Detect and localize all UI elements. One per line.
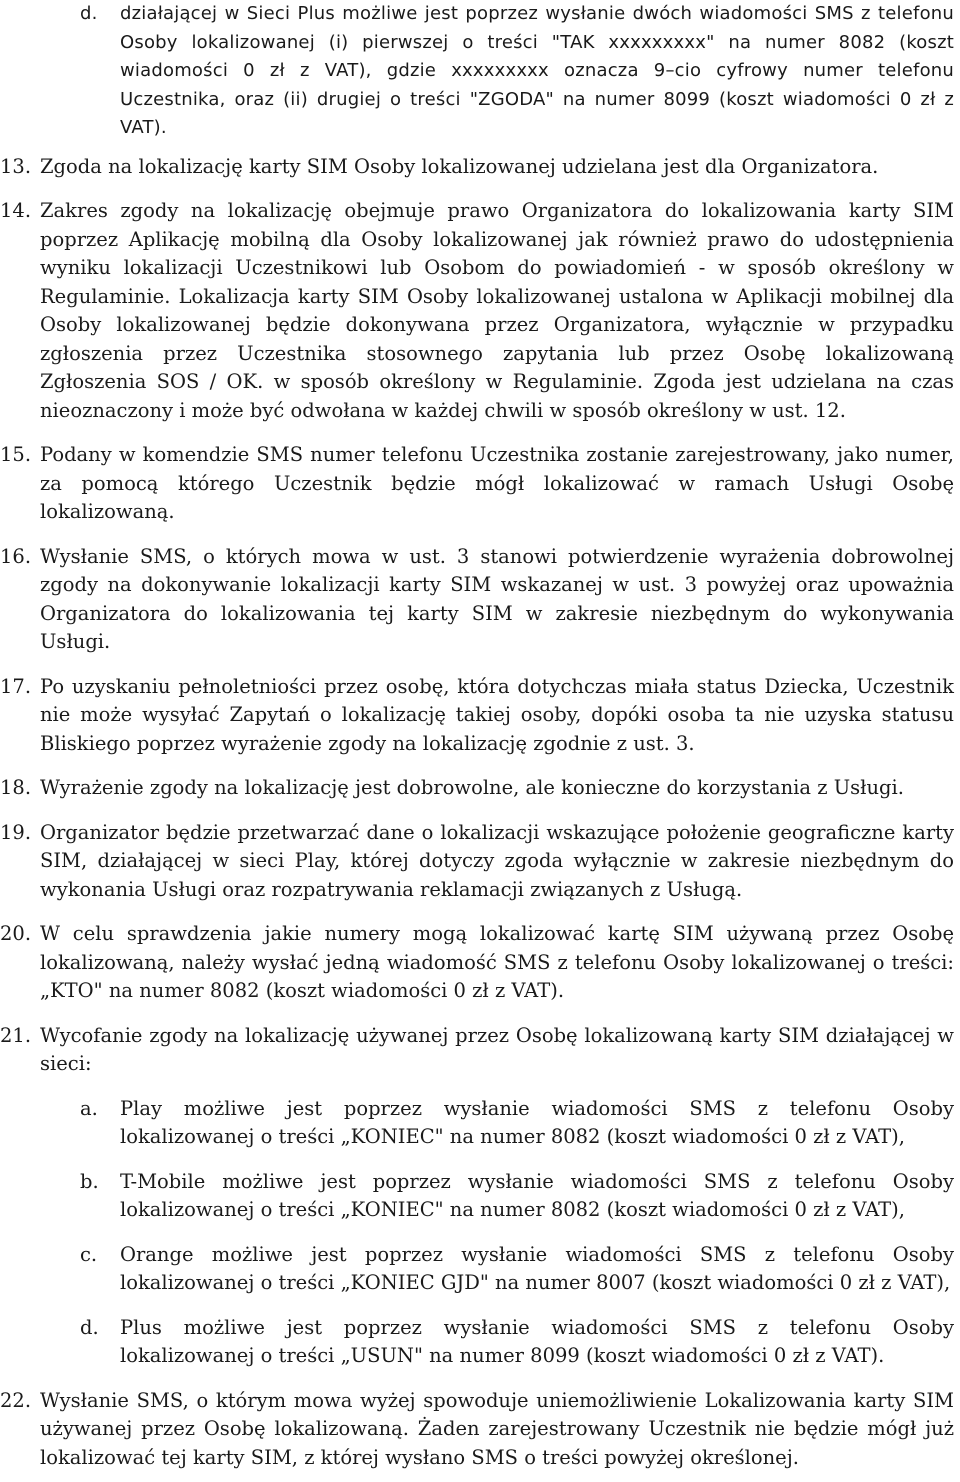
paragraph-17 <box>0 673 954 759</box>
paragraph-text: Zgoda na lokalizację karty SIM Osoby lokalizowanej udzielana jest dla Organizatora. <box>40 154 879 178</box>
paragraph-number: 22. <box>0 1388 32 1412</box>
paragraph-text: W celu sprawdzenia jakie numery mogą lokalizować kartę SIM używaną przez Osobę lokalizowaną, należy wysłać jedną wiadomość SMS z telefonu Osoby lokalizowanej o treści: „KTO" na numer 8082 (koszt wiadomości 0 zł z VAT). <box>40 922 954 1002</box>
list-item-c-orange <box>0 1241 954 1298</box>
list-item-b-t-mobile <box>0 1168 954 1225</box>
item-number: c. <box>80 1242 98 1266</box>
paragraph-text: Zakres zgody na lokalizację obejmuje prawo Organizatora do lokalizowania karty SIM poprzez Aplikację mobilną dla Osoby lokalizowanej jak również prawo do udostępnienia wyniku lokalizacji Uczestnikowi lub Osobom do powiadomień - w sposób określony w Regulaminie. Lokalizacja karty SIM Osoby lokalizowanej ustalona w Aplikacji mobilnej dla Osoby lokalizowanej będzie dokonywana przez Organizatora, wyłącznie w przypadku zgłoszenia przez Uczestnika stosownego zapytania lub przez Osobę lokalizowaną Zgłoszenia SOS / OK. w sposób określony w Regulaminie. Zgoda jest udzielana na czas nieoznaczony i może być odwołana w każdej chwili w sposób określony w ust. 12. <box>40 199 954 422</box>
paragraph-16 <box>0 543 954 657</box>
paragraph-number: 14. <box>0 199 32 222</box>
paragraph-number: 18. <box>0 776 32 799</box>
paragraph-number: 16. <box>0 544 32 568</box>
paragraph-22 <box>0 1387 954 1473</box>
paragraph-number: 21. <box>0 1023 32 1047</box>
paragraph-text: Po uzyskaniu pełnoletniości przez osobę, która dotychczas miała status Dziecka, Uczestnik nie może wysyłać Zapytań o lokalizację takiej osoby, dopóki osoba ta nie uzyska statusu Bliskiego poprzez wyrażenie zgody na lokalizację zgodnie z ust. 3. <box>40 674 954 755</box>
item-number: d. <box>80 1315 99 1339</box>
item-number: a. <box>80 1096 98 1120</box>
list-item-d-plus-revoke <box>0 1314 954 1371</box>
paragraph-text: Organizator będzie przetwarzać dane o lokalizacji wskazujące położenie geograficzne karty SIM, działającej w sieci Play, której dotyczy zgoda wyłącznie w zakresie niezbędnym do wykonania Usługi oraz rozpatrywania reklamacji związanych z Usługą. <box>40 820 954 901</box>
list-item-a-play <box>0 1095 954 1152</box>
paragraph-21 <box>0 1022 954 1079</box>
paragraph-text: Wysłanie SMS, o którym mowa wyżej spowoduje uniemożliwienie Lokalizowania karty SIM używanej przez Osobę lokalizowaną. Żaden zarejestrowany Uczestnik nie będzie mógł już lokalizować tej karty SIM, z której wysłano SMS o treści powyżej określonej. <box>40 1388 954 1469</box>
paragraph-number: 20. <box>0 922 32 945</box>
item-text: Orange możliwe jest poprzez wysłanie wiadomości SMS z telefonu Osoby lokalizowanej o treści „KONIEC GJD" na numer 8007 (koszt wiadomości 0 zł z VAT), <box>120 1242 954 1294</box>
item-number: d. <box>80 3 98 24</box>
list-item-d-plus <box>0 0 954 143</box>
paragraph-13 <box>0 153 954 182</box>
item-text: T-Mobile możliwe jest poprzez wysłanie wiadomości SMS z telefonu Osoby lokalizowanej o treści „KONIEC" na numer 8082 (koszt wiadomości 0 zł z VAT), <box>120 1169 954 1221</box>
paragraph-15 <box>0 441 954 527</box>
paragraph-19 <box>0 819 954 905</box>
paragraph-number: 19. <box>0 820 32 844</box>
paragraph-number: 13. <box>0 154 32 178</box>
paragraph-text: Wyrażenie zgody na lokalizację jest dobrowolne, ale konieczne do korzystania z Usługi. <box>40 776 904 799</box>
item-text: Play możliwe jest poprzez wysłanie wiadomości SMS z telefonu Osoby lokalizowanej o treści „KONIEC" na numer 8082 (koszt wiadomości 0 zł z VAT), <box>120 1096 954 1148</box>
item-text: Plus możliwe jest poprzez wysłanie wiadomości SMS z telefonu Osoby lokalizowanej o treści „USUN" na numer 8099 (koszt wiadomości 0 zł z VAT). <box>120 1315 954 1367</box>
paragraph-18 <box>0 774 954 803</box>
paragraph-14 <box>0 197 954 425</box>
paragraph-text: Wysłanie SMS, o których mowa w ust. 3 stanowi potwierdzenie wyrażenia dobrowolnej zgody na dokonywanie lokalizacji karty SIM wskazanej w ust. 3 powyżej oraz upoważnia Organizatora do lokalizowania tej karty SIM w zakresie niezbędnym do wykonywania Usługi. <box>40 544 954 653</box>
paragraph-text: Wycofanie zgody na lokalizację używanej przez Osobę lokalizowaną karty SIM działającej w sieci: <box>40 1023 954 1075</box>
paragraph-number: 17. <box>0 674 32 698</box>
item-number: b. <box>80 1169 99 1193</box>
paragraph-number: 15. <box>0 443 32 466</box>
paragraph-text: Podany w komendzie SMS numer telefonu Uczestnika zostanie zarejestrowany, jako numer, za pomocą którego Uczestnik będzie mógł lokalizować w ramach Usługi Osobę lokalizowaną. <box>40 443 954 523</box>
item-text: działającej w Sieci Plus możliwe jest poprzez wysłanie dwóch wiadomości SMS z telefonu Osoby lokalizowanej (i) pierwszej o treści "TAK xxxxxxxxx" na numer 8082 (koszt wiadomości 0 zł z VAT), gdzie xxxxxxxxx oznacza 9–cio cyfrowy numer telefonu Uczestnika, oraz (ii) drugiej o treści "ZGODA" na numer 8099 (koszt wiadomości 0 zł z VAT). <box>120 3 954 138</box>
paragraph-20 <box>0 920 954 1006</box>
